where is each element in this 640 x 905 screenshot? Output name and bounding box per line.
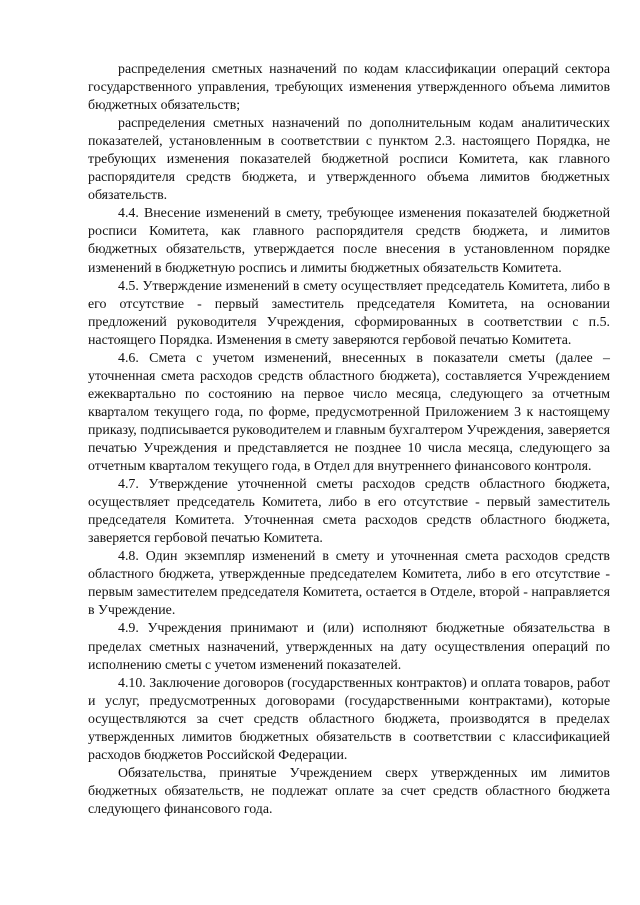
paragraph-4-7: 4.7. Утверждение уточненной сметы расходов средств областного бюджета, осуществляет председатель Комитета, либо в его отсутствие - первый заместитель председателя Комитета. Уточненная смета расходов средств областного бюджета, заверяется гербовой печатью Комитета.: [88, 477, 610, 547]
paragraph-4-10: 4.10. Заключение договоров (государственных контрактов) и оплата товаров, работ и услуг, предусмотренных договорами (государственными контрактами), которые осуществляются за счет средств областного бюджета, производятся в пределах утвержденных лимитов бюджетных обязательств в соответствии с классификацией расходов бюджетов Российской Федерации.: [88, 675, 610, 763]
paragraph-4-8: 4.8. Один экземпляр изменений в смету и уточненная смета расходов средств областного бюджета, утвержденные председателем Комитета, либо в его отсутствие - первым заместителем председателя Комитета, остается в Отделе, второй - направляется в Учреждение.: [88, 549, 610, 619]
paragraph-codes-analytics: распределения сметных назначений по дополнительным кодам аналитических показателей, установленным в соответствии с пунктом 2.3. настоящего Порядка, не требующих изменения показателей бюджетной росписи Комитета, как главного распорядителя средств бюджета, и утвержденного объема лимитов бюджетных обязательств.: [88, 116, 610, 204]
paragraph-codes-operations: распределения сметных назначений по кодам классификации операций сектора государственного управления, требующих изменения утвержденного объема лимитов бюджетных обязательств;: [88, 62, 610, 114]
paragraph-4-9: 4.9. Учреждения принимают и (или) исполняют бюджетные обязательства в пределах сметных назначений, утвержденных на дату осуществления операций по исполнению сметы с учетом изменений показателей.: [88, 621, 610, 673]
document-page: [88, 61, 610, 819]
paragraph-4-5: 4.5. Утверждение изменений в смету осуществляет председатель Комитета, либо в его отсутствие - первый заместитель председателя Комитета, на основании предложений руководителя Учреждения, сформированных в соответствии с п.5. настоящего Порядка. Изменения в смету заверяются гербовой печатью Комитета.: [88, 278, 610, 348]
paragraph-4-4: 4.4. Внесение изменений в смету, требующее изменения показателей бюджетной росписи Комитета, как главного распорядителя средств бюджета, и лимитов бюджетных обязательств, утверждается после внесения в установленном порядке изменений в бюджетную роспись и лимиты бюджетных обязательств Комитета.: [88, 206, 610, 276]
paragraph-obligations: Обязательства, принятые Учреждением сверх утвержденных им лимитов бюджетных обязательств, не подлежат оплате за счет средств областного бюджета следующего финансового года.: [88, 765, 610, 817]
paragraph-4-6: 4.6. Смета с учетом изменений, внесенных в показатели сметы (далее – уточненная смета расходов средств областного бюджета), составляется Учреждением ежеквартально по состоянию на первое число месяца, следующего за отчетным кварталом текущего года, по форме, предусмотренной Приложением 3 к настоящему приказу, подписывается руководителем и главным бухгалтером Учреждения, заверяется печатью Учреждения и представляется не позднее 10 числа месяца, следующего за отчетным кварталом текущего года, в Отдел для внутреннего финансового контроля.: [88, 350, 611, 475]
